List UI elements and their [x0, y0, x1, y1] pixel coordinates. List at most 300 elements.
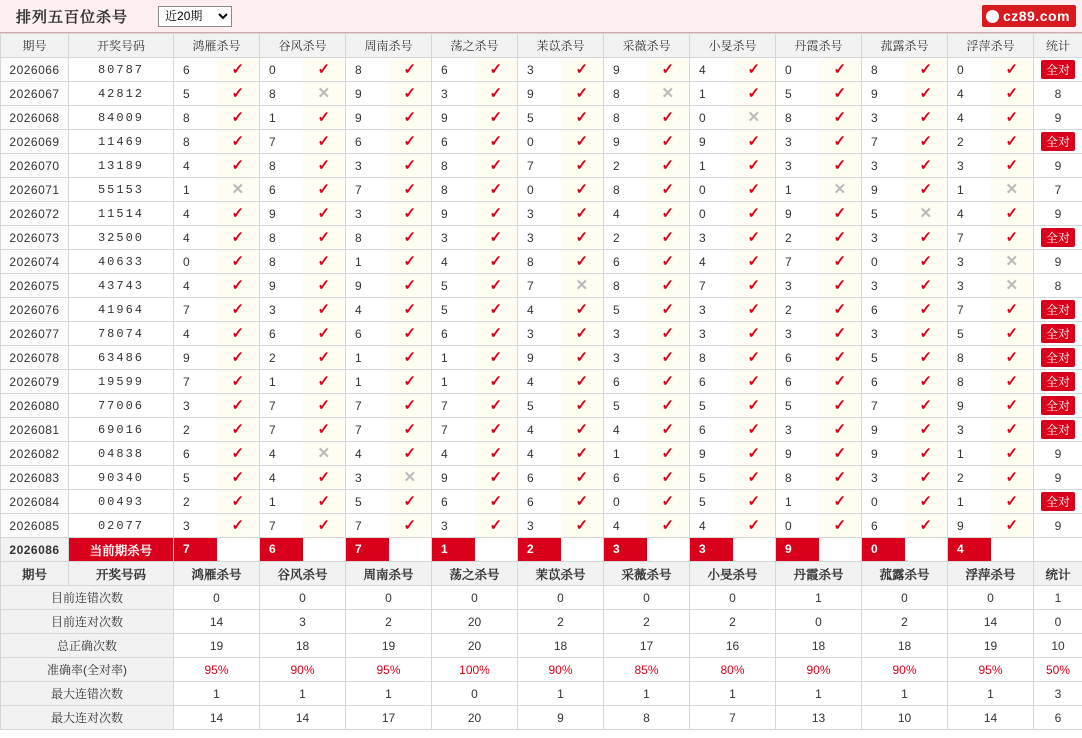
kill-number: 3	[183, 518, 190, 533]
current-kill-blank	[217, 538, 260, 561]
hit-check-icon: ✓	[905, 107, 948, 129]
kill-number: 2	[785, 230, 792, 245]
kill-cell-3	[432, 250, 518, 274]
kill-cell-2	[346, 58, 432, 82]
kill-number: 4	[441, 446, 448, 461]
kill-cell-8	[862, 82, 948, 106]
summary-value-3: 20	[432, 706, 518, 730]
kill-number: 7	[441, 422, 448, 437]
kill-cell-0	[174, 154, 260, 178]
kill-number: 1	[355, 374, 362, 389]
kill-number: 4	[957, 86, 964, 101]
hit-check-icon: ✓	[733, 467, 776, 489]
kill-number: 9	[785, 206, 792, 221]
column-header-7: 采薇杀号	[604, 34, 690, 58]
kill-number: 8	[699, 350, 706, 365]
hit-check-icon: ✓	[217, 515, 260, 537]
row-period: 2026078	[1, 346, 69, 370]
hit-check-icon: ✓	[389, 515, 432, 537]
hit-check-icon: ✓	[217, 107, 260, 129]
summary-column-header-11: 浮萍杀号	[948, 562, 1034, 586]
kill-cell-2	[346, 346, 432, 370]
hit-check-icon: ✓	[217, 251, 260, 273]
kill-cell-6	[690, 226, 776, 250]
kill-cell-8	[862, 202, 948, 226]
summary-value-8: 1	[862, 682, 948, 706]
summary-value-8: 18	[862, 634, 948, 658]
kill-cell-9	[948, 442, 1034, 466]
kill-number: 7	[527, 278, 534, 293]
kill-cell-9	[948, 250, 1034, 274]
kill-number: 7	[871, 398, 878, 413]
kill-number: 9	[441, 470, 448, 485]
summary-value-10: 10	[1034, 634, 1082, 658]
kill-number: 6	[355, 326, 362, 341]
summary-row	[1, 586, 1082, 610]
summary-column-header-7: 采薇杀号	[604, 562, 690, 586]
hit-check-icon: ✓	[819, 83, 862, 105]
summary-value-8: 10	[862, 706, 948, 730]
logo-ball-icon	[986, 10, 999, 23]
summary-value-1: 14	[260, 706, 346, 730]
hit-check-icon: ✓	[647, 227, 690, 249]
hit-check-icon: ✓	[647, 419, 690, 441]
kill-number: 1	[441, 350, 448, 365]
kill-cell-4	[518, 370, 604, 394]
hit-check-icon: ✓	[303, 227, 346, 249]
row-stat: 9	[1034, 514, 1082, 538]
kill-cell-9	[948, 394, 1034, 418]
kill-number: 3	[355, 206, 362, 221]
kill-cell-5	[604, 82, 690, 106]
summary-value-0: 14	[174, 706, 260, 730]
summary-value-6: 80%	[690, 658, 776, 682]
kill-number: 7	[355, 518, 362, 533]
kill-cell-2	[346, 514, 432, 538]
table-row	[1, 490, 1082, 514]
summary-value-9: 14	[948, 706, 1034, 730]
kill-cell-8	[862, 322, 948, 346]
kill-number: 1	[785, 182, 792, 197]
row-period: 2026069	[1, 130, 69, 154]
kill-cell-6	[690, 130, 776, 154]
kill-number: 3	[527, 518, 534, 533]
summary-value-4: 0	[518, 586, 604, 610]
hit-check-icon: ✓	[475, 227, 518, 249]
hit-check-icon: ✓	[389, 155, 432, 177]
row-period: 2026068	[1, 106, 69, 130]
kill-number: 5	[527, 110, 534, 125]
period-select[interactable]	[158, 6, 232, 27]
hit-check-icon: ✓	[561, 227, 604, 249]
kill-number: 5	[613, 398, 620, 413]
all-right-badge: 全对	[1041, 396, 1075, 415]
kill-number: 3	[871, 110, 878, 125]
kill-number: 0	[269, 62, 276, 77]
hit-check-icon: ✓	[303, 203, 346, 225]
summary-value-9: 1	[948, 682, 1034, 706]
hit-check-icon: ✓	[905, 323, 948, 345]
row-draw-code: 80787	[69, 58, 174, 82]
row-stat	[1034, 418, 1082, 442]
kill-cell-7	[776, 322, 862, 346]
hit-check-icon: ✓	[647, 251, 690, 273]
kill-number: 9	[871, 446, 878, 461]
kill-cell-5	[604, 466, 690, 490]
kill-cell-7	[776, 274, 862, 298]
kill-number: 1	[269, 110, 276, 125]
kill-number: 9	[527, 350, 534, 365]
kill-number: 8	[785, 110, 792, 125]
kill-cell-1	[260, 106, 346, 130]
hit-check-icon: ✓	[389, 491, 432, 513]
table-row	[1, 418, 1082, 442]
kill-number: 6	[699, 374, 706, 389]
table-row	[1, 274, 1082, 298]
kill-cell-4	[518, 178, 604, 202]
kill-cell-8	[862, 346, 948, 370]
kill-cell-6	[690, 178, 776, 202]
hit-check-icon: ✓	[905, 467, 948, 489]
column-header-12: 统计	[1034, 34, 1082, 58]
summary-value-4: 2	[518, 610, 604, 634]
hit-check-icon: ✓	[561, 107, 604, 129]
hit-check-icon: ✓	[905, 347, 948, 369]
kill-number: 7	[957, 302, 964, 317]
kill-number: 5	[699, 470, 706, 485]
current-kill-number: 4	[948, 538, 991, 561]
kill-cell-5	[604, 418, 690, 442]
kill-number: 6	[441, 494, 448, 509]
hit-check-icon: ✓	[389, 251, 432, 273]
kill-cell-3	[432, 466, 518, 490]
summary-value-5: 17	[604, 634, 690, 658]
kill-number: 9	[871, 86, 878, 101]
summary-column-header-0: 期号	[1, 562, 69, 586]
hit-check-icon: ✓	[905, 371, 948, 393]
table-row	[1, 58, 1082, 82]
hit-check-icon: ✓	[561, 443, 604, 465]
summary-value-2: 19	[346, 634, 432, 658]
hit-check-icon: ✓	[303, 419, 346, 441]
current-kill-blank	[561, 538, 604, 561]
kill-number: 7	[785, 254, 792, 269]
kill-number: 8	[355, 62, 362, 77]
kill-cell-7	[776, 154, 862, 178]
hit-check-icon: ✓	[303, 515, 346, 537]
current-kill-blank	[475, 538, 518, 561]
kill-cell-6	[690, 58, 776, 82]
kill-cell-6	[690, 82, 776, 106]
kill-number: 3	[613, 326, 620, 341]
summary-value-10: 0	[1034, 610, 1082, 634]
kill-number: 9	[355, 278, 362, 293]
summary-value-0: 95%	[174, 658, 260, 682]
kill-cell-9	[948, 178, 1034, 202]
kill-cell-8	[862, 298, 948, 322]
row-period: 2026072	[1, 202, 69, 226]
kill-cell-0	[174, 106, 260, 130]
row-period: 2026079	[1, 370, 69, 394]
kill-cell-9	[948, 370, 1034, 394]
kill-cell-2	[346, 274, 432, 298]
summary-value-1: 0	[260, 586, 346, 610]
hit-check-icon: ✓	[991, 395, 1034, 417]
kill-cell-0	[174, 442, 260, 466]
hit-check-icon: ✓	[217, 59, 260, 81]
column-header-9: 丹霞杀号	[776, 34, 862, 58]
kill-number: 9	[613, 62, 620, 77]
row-period: 2026084	[1, 490, 69, 514]
table-row	[1, 106, 1082, 130]
kill-number: 5	[527, 398, 534, 413]
summary-value-1: 90%	[260, 658, 346, 682]
kill-cell-4	[518, 274, 604, 298]
kill-number: 0	[527, 134, 534, 149]
hit-check-icon: ✓	[303, 347, 346, 369]
kill-cell-8	[862, 130, 948, 154]
kill-cell-2	[346, 298, 432, 322]
hit-check-icon: ✓	[303, 371, 346, 393]
table-row	[1, 442, 1082, 466]
kill-cell-0	[174, 58, 260, 82]
hit-check-icon: ✓	[561, 419, 604, 441]
kill-cell-5	[604, 178, 690, 202]
hit-check-icon: ✓	[561, 395, 604, 417]
hit-check-icon: ✓	[905, 275, 948, 297]
kill-number: 3	[785, 326, 792, 341]
kill-number: 0	[527, 182, 534, 197]
kill-cell-2	[346, 418, 432, 442]
kill-cell-3	[432, 226, 518, 250]
hit-check-icon: ✓	[475, 59, 518, 81]
kill-number: 3	[441, 230, 448, 245]
hit-check-icon: ✓	[905, 515, 948, 537]
row-stat	[1034, 370, 1082, 394]
hit-check-icon: ✓	[561, 491, 604, 513]
kill-cell-7	[776, 346, 862, 370]
summary-row	[1, 682, 1082, 706]
kill-number: 4	[527, 446, 534, 461]
hit-check-icon: ✓	[389, 419, 432, 441]
kill-number: 6	[699, 422, 706, 437]
all-right-badge: 全对	[1041, 60, 1075, 79]
kill-number: 1	[699, 158, 706, 173]
kill-number: 9	[699, 446, 706, 461]
kill-cell-8	[862, 418, 948, 442]
kill-cell-2	[346, 370, 432, 394]
kill-cell-4	[518, 466, 604, 490]
kill-cell-6	[690, 394, 776, 418]
kill-cell-0	[174, 82, 260, 106]
kill-cell-9	[948, 490, 1034, 514]
kill-cell-4	[518, 226, 604, 250]
kill-number: 1	[785, 494, 792, 509]
summary-value-9: 95%	[948, 658, 1034, 682]
hit-check-icon: ✓	[647, 443, 690, 465]
hit-check-icon: ✓	[389, 131, 432, 153]
summary-value-7: 1	[776, 586, 862, 610]
kill-cell-6	[690, 346, 776, 370]
hit-check-icon: ✓	[733, 443, 776, 465]
kill-number: 9	[269, 278, 276, 293]
kill-cell-8	[862, 394, 948, 418]
hit-check-icon: ✓	[389, 347, 432, 369]
row-period: 2026073	[1, 226, 69, 250]
kill-number: 2	[613, 158, 620, 173]
kill-number: 3	[527, 326, 534, 341]
column-header-11: 浮萍杀号	[948, 34, 1034, 58]
kill-cell-5	[604, 58, 690, 82]
summary-value-9: 19	[948, 634, 1034, 658]
miss-cross-icon: ✕	[217, 179, 260, 201]
hit-check-icon: ✓	[647, 491, 690, 513]
hit-check-icon: ✓	[733, 395, 776, 417]
kill-cell-4	[518, 106, 604, 130]
hit-check-icon: ✓	[389, 395, 432, 417]
kill-cell-5	[604, 274, 690, 298]
kill-cell-8	[862, 442, 948, 466]
kill-number: 7	[355, 422, 362, 437]
row-period: 2026083	[1, 466, 69, 490]
hit-check-icon: ✓	[217, 155, 260, 177]
header-bar	[0, 0, 1082, 33]
kill-cell-4	[518, 82, 604, 106]
row-draw-code: 69016	[69, 418, 174, 442]
kill-cell-2	[346, 178, 432, 202]
row-stat: 9	[1034, 106, 1082, 130]
kill-cell-9	[948, 298, 1034, 322]
kill-number: 5	[699, 398, 706, 413]
hit-check-icon: ✓	[389, 203, 432, 225]
current-kill-cell-6	[690, 538, 776, 562]
kill-number: 1	[183, 182, 190, 197]
summary-value-2: 95%	[346, 658, 432, 682]
kill-number: 5	[785, 398, 792, 413]
hit-check-icon: ✓	[819, 395, 862, 417]
row-stat: 9	[1034, 202, 1082, 226]
summary-value-6: 0	[690, 586, 776, 610]
kill-number: 1	[441, 374, 448, 389]
kill-cell-7	[776, 298, 862, 322]
summary-row	[1, 634, 1082, 658]
kill-cell-7	[776, 466, 862, 490]
kill-number: 3	[355, 470, 362, 485]
kill-number: 9	[871, 182, 878, 197]
hit-check-icon: ✓	[647, 467, 690, 489]
row-period: 2026067	[1, 82, 69, 106]
kill-number: 4	[183, 230, 190, 245]
kill-number: 9	[441, 206, 448, 221]
kill-number: 6	[613, 254, 620, 269]
summary-value-7: 1	[776, 682, 862, 706]
hit-check-icon: ✓	[217, 203, 260, 225]
kill-number: 1	[269, 374, 276, 389]
kill-cell-1	[260, 466, 346, 490]
row-period: 2026085	[1, 514, 69, 538]
hit-check-icon: ✓	[647, 179, 690, 201]
summary-column-header-12: 统计	[1034, 562, 1082, 586]
kill-number: 6	[183, 446, 190, 461]
kill-cell-9	[948, 130, 1034, 154]
miss-cross-icon: ✕	[561, 275, 604, 297]
kill-number: 8	[269, 158, 276, 173]
kill-cell-0	[174, 466, 260, 490]
hit-check-icon: ✓	[217, 83, 260, 105]
summary-value-7: 0	[776, 610, 862, 634]
hit-check-icon: ✓	[303, 395, 346, 417]
kill-cell-5	[604, 106, 690, 130]
miss-cross-icon: ✕	[303, 83, 346, 105]
hit-check-icon: ✓	[905, 59, 948, 81]
summary-row-label: 准确率(全对率)	[1, 658, 174, 682]
hit-check-icon: ✓	[561, 251, 604, 273]
kill-number: 8	[613, 278, 620, 293]
hit-check-icon: ✓	[819, 419, 862, 441]
current-kill-cell-3	[432, 538, 518, 562]
kill-cell-9	[948, 514, 1034, 538]
table-row	[1, 130, 1082, 154]
hit-check-icon: ✓	[561, 203, 604, 225]
site-logo[interactable]	[982, 5, 1076, 27]
kill-number: 3	[785, 134, 792, 149]
hit-check-icon: ✓	[647, 203, 690, 225]
kill-number: 4	[269, 446, 276, 461]
summary-value-7: 18	[776, 634, 862, 658]
hit-check-icon: ✓	[217, 467, 260, 489]
hit-check-icon: ✓	[991, 467, 1034, 489]
kill-number: 9	[957, 518, 964, 533]
kill-number: 4	[699, 518, 706, 533]
kill-number: 1	[699, 86, 706, 101]
hit-check-icon: ✓	[647, 347, 690, 369]
summary-column-header-5: 荡之杀号	[432, 562, 518, 586]
kill-number: 4	[355, 446, 362, 461]
current-period: 2026086	[1, 538, 69, 562]
row-draw-code: 11514	[69, 202, 174, 226]
kill-number: 7	[269, 422, 276, 437]
kill-cell-1	[260, 370, 346, 394]
summary-value-0: 14	[174, 610, 260, 634]
summary-value-10: 50%	[1034, 658, 1082, 682]
kill-number: 5	[785, 86, 792, 101]
miss-cross-icon: ✕	[733, 107, 776, 129]
kill-cell-8	[862, 514, 948, 538]
kill-number: 1	[355, 254, 362, 269]
column-header-5: 荡之杀号	[432, 34, 518, 58]
kill-cell-0	[174, 202, 260, 226]
current-kill-cell-4	[518, 538, 604, 562]
kill-cell-1	[260, 226, 346, 250]
hit-check-icon: ✓	[475, 251, 518, 273]
kill-number: 9	[269, 206, 276, 221]
hit-check-icon: ✓	[733, 491, 776, 513]
hit-check-icon: ✓	[991, 443, 1034, 465]
kill-number: 7	[269, 398, 276, 413]
kill-cell-3	[432, 178, 518, 202]
kill-number: 1	[957, 446, 964, 461]
kill-number: 8	[183, 134, 190, 149]
kill-cell-9	[948, 274, 1034, 298]
current-kill-cell-0	[174, 538, 260, 562]
row-stat: 9	[1034, 466, 1082, 490]
kill-cell-6	[690, 370, 776, 394]
kill-number: 6	[441, 62, 448, 77]
hit-check-icon: ✓	[561, 515, 604, 537]
kill-number: 4	[183, 326, 190, 341]
kill-number: 3	[441, 518, 448, 533]
kill-number: 3	[699, 302, 706, 317]
